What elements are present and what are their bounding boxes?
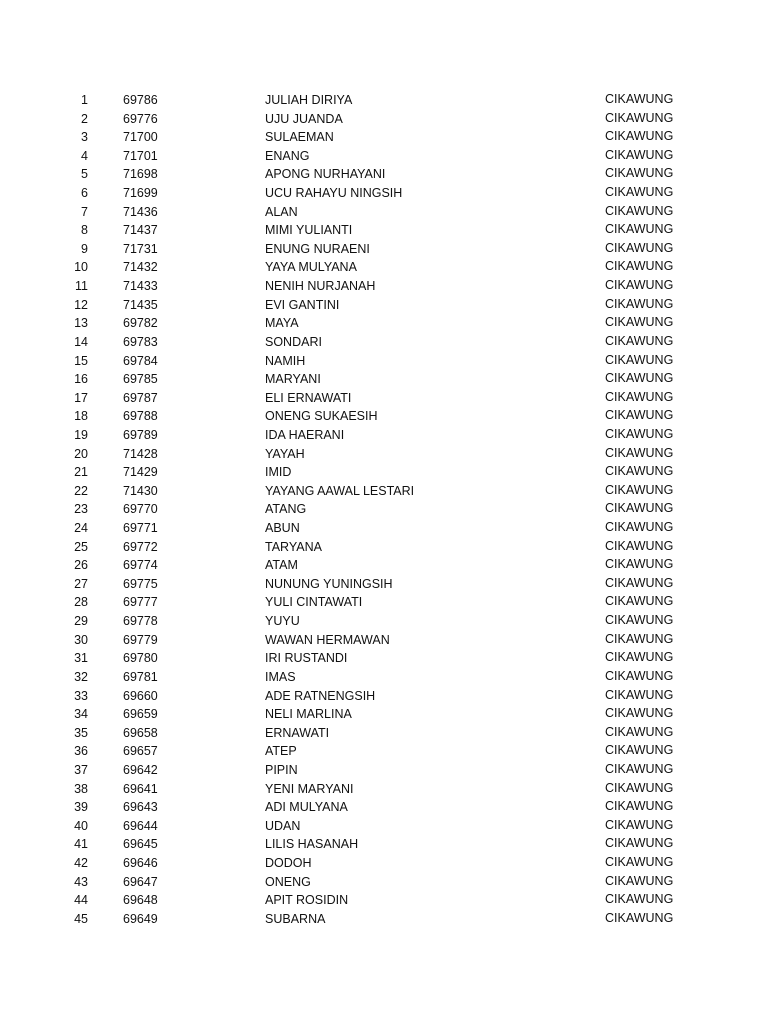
place-cell: CIKAWUNG — [605, 538, 674, 553]
row-number-cell: 19 — [74, 427, 88, 442]
table-row — [0, 556, 768, 575]
table-row — [0, 631, 768, 650]
table-row — [0, 314, 768, 333]
row-number-cell: 12 — [74, 297, 88, 312]
table-row — [0, 389, 768, 408]
id-cell: 69658 — [123, 725, 158, 740]
name-cell: MIMI YULIANTI — [265, 223, 353, 238]
name-cell: IRI RUSTANDI — [265, 651, 348, 666]
name-cell: JULIAH DIRIYA — [265, 93, 353, 107]
id-cell: 69780 — [123, 651, 158, 666]
id-cell: 69776 — [123, 111, 158, 126]
name-cell: YAYANG AAWAL LESTARI — [265, 483, 415, 498]
name-cell: ATAM — [265, 558, 298, 573]
table-row — [0, 445, 768, 464]
id-cell: 71436 — [123, 204, 158, 219]
place-cell: CIKAWUNG — [605, 668, 674, 683]
table-row — [0, 835, 768, 854]
id-cell: 71437 — [123, 223, 158, 238]
place-cell: CIKAWUNG — [605, 520, 674, 535]
place-cell: CIKAWUNG — [605, 92, 674, 106]
id-cell: 69647 — [123, 874, 158, 889]
place-cell: CIKAWUNG — [605, 240, 674, 255]
row-number-cell: 37 — [74, 762, 88, 777]
table-row — [0, 91, 768, 110]
table-row — [0, 891, 768, 910]
id-cell: 69783 — [123, 334, 158, 349]
row-number-cell: 8 — [81, 223, 88, 238]
name-cell: NUNUNG YUNINGSIH — [265, 576, 393, 591]
name-cell: UDAN — [265, 818, 301, 833]
name-cell: MARYANI — [265, 372, 321, 387]
id-cell: 69649 — [123, 911, 158, 926]
row-number-cell: 28 — [74, 595, 88, 610]
table-row — [0, 668, 768, 687]
row-number-cell: 1 — [81, 93, 88, 107]
table-row — [0, 426, 768, 445]
place-cell: CIKAWUNG — [605, 687, 674, 702]
place-cell: CIKAWUNG — [605, 352, 674, 367]
id-cell: 69777 — [123, 595, 158, 610]
row-number-cell: 22 — [74, 483, 88, 498]
row-number-cell: 20 — [74, 446, 88, 461]
name-cell: IDA HAERANI — [265, 427, 345, 442]
row-number-cell: 31 — [74, 651, 88, 666]
place-cell: CIKAWUNG — [605, 780, 674, 795]
name-cell: SULAEMAN — [265, 130, 334, 145]
id-cell: 69657 — [123, 744, 158, 759]
id-cell: 69771 — [123, 521, 158, 536]
row-number-cell: 38 — [74, 781, 88, 796]
name-cell: ONENG — [265, 874, 311, 889]
place-cell: CIKAWUNG — [605, 371, 674, 386]
name-cell: APONG NURHAYANI — [265, 167, 386, 182]
table-row — [0, 705, 768, 724]
name-cell: NAMIH — [265, 353, 306, 368]
row-number-cell: 35 — [74, 725, 88, 740]
table-row — [0, 854, 768, 873]
name-cell: YULI CINTAWATI — [265, 595, 363, 610]
place-cell: CIKAWUNG — [605, 129, 674, 144]
table-row — [0, 910, 768, 929]
name-cell: APIT ROSIDIN — [265, 893, 349, 908]
place-cell: CIKAWUNG — [605, 910, 674, 925]
place-cell: CIKAWUNG — [605, 222, 674, 237]
table-row — [0, 352, 768, 371]
row-number-cell: 7 — [81, 204, 88, 219]
place-cell: CIKAWUNG — [605, 147, 674, 162]
row-number-cell: 18 — [74, 409, 88, 424]
table-row — [0, 519, 768, 538]
name-cell: IMID — [265, 465, 292, 480]
id-cell: 69786 — [123, 93, 158, 107]
table-row — [0, 277, 768, 296]
table-row — [0, 649, 768, 668]
table-row — [0, 463, 768, 482]
name-cell: YUYU — [265, 614, 300, 629]
id-cell: 69775 — [123, 576, 158, 591]
row-number-cell: 21 — [74, 465, 88, 480]
table-row — [0, 240, 768, 259]
name-cell: ATANG — [265, 502, 307, 517]
row-number-cell: 36 — [74, 744, 88, 759]
table-row — [0, 482, 768, 501]
row-number-cell: 3 — [81, 130, 88, 145]
place-cell: CIKAWUNG — [605, 278, 674, 293]
place-cell: CIKAWUNG — [605, 166, 674, 181]
row-number-cell: 42 — [74, 855, 88, 870]
id-cell: 71731 — [123, 241, 158, 256]
place-cell: CIKAWUNG — [605, 482, 674, 497]
place-cell: CIKAWUNG — [605, 817, 674, 832]
place-cell: CIKAWUNG — [605, 724, 674, 739]
id-cell: 69641 — [123, 781, 158, 796]
id-cell: 69645 — [123, 837, 158, 852]
place-cell: CIKAWUNG — [605, 389, 674, 404]
table-row — [0, 165, 768, 184]
place-cell: CIKAWUNG — [605, 259, 674, 274]
id-cell: 71701 — [123, 148, 158, 163]
table-row — [0, 873, 768, 892]
row-number-cell: 5 — [81, 167, 88, 182]
table-row — [0, 333, 768, 352]
name-cell: UJU JUANDA — [265, 111, 343, 126]
id-cell: 69778 — [123, 614, 158, 629]
table-row — [0, 687, 768, 706]
name-cell: ALAN — [265, 204, 298, 219]
row-number-cell: 43 — [74, 874, 88, 889]
id-cell: 71428 — [123, 446, 158, 461]
place-cell: CIKAWUNG — [605, 575, 674, 590]
place-cell: CIKAWUNG — [605, 203, 674, 218]
name-cell: YENI MARYANI — [265, 781, 354, 796]
place-cell: CIKAWUNG — [605, 557, 674, 572]
data-table — [0, 91, 768, 928]
row-number-cell: 41 — [74, 837, 88, 852]
place-cell: CIKAWUNG — [605, 185, 674, 200]
row-number-cell: 34 — [74, 707, 88, 722]
id-cell: 71435 — [123, 297, 158, 312]
name-cell: ADI MULYANA — [265, 800, 348, 815]
name-cell: YAYA MULYANA — [265, 260, 357, 275]
id-cell: 69789 — [123, 427, 158, 442]
name-cell: DODOH — [265, 855, 312, 870]
place-cell: CIKAWUNG — [605, 854, 674, 869]
name-cell: YAYAH — [265, 446, 305, 461]
place-cell: CIKAWUNG — [605, 315, 674, 330]
row-number-cell: 16 — [74, 372, 88, 387]
id-cell: 69659 — [123, 707, 158, 722]
row-number-cell: 14 — [74, 334, 88, 349]
place-cell: CIKAWUNG — [605, 464, 674, 479]
name-cell: ADE RATNENGSIH — [265, 688, 376, 703]
id-cell: 69779 — [123, 632, 158, 647]
row-number-cell: 25 — [74, 539, 88, 554]
row-number-cell: 27 — [74, 576, 88, 591]
id-cell: 71700 — [123, 130, 158, 145]
row-number-cell: 32 — [74, 669, 88, 684]
name-cell: PIPIN — [265, 762, 298, 777]
id-cell: 69643 — [123, 800, 158, 815]
table-row — [0, 203, 768, 222]
row-number-cell: 6 — [81, 186, 88, 201]
table-row — [0, 147, 768, 166]
table-row — [0, 724, 768, 743]
id-cell: 69642 — [123, 762, 158, 777]
row-number-cell: 2 — [81, 111, 88, 126]
id-cell: 71433 — [123, 279, 158, 294]
id-cell: 69660 — [123, 688, 158, 703]
row-number-cell: 13 — [74, 316, 88, 331]
place-cell: CIKAWUNG — [605, 631, 674, 646]
row-number-cell: 26 — [74, 558, 88, 573]
id-cell: 69644 — [123, 818, 158, 833]
place-cell: CIKAWUNG — [605, 296, 674, 311]
place-cell: CIKAWUNG — [605, 594, 674, 609]
place-cell: CIKAWUNG — [605, 892, 674, 907]
row-number-cell: 17 — [74, 390, 88, 405]
row-number-cell: 30 — [74, 632, 88, 647]
row-number-cell: 24 — [74, 521, 88, 536]
row-number-cell: 33 — [74, 688, 88, 703]
place-cell: CIKAWUNG — [605, 873, 674, 888]
id-cell: 69781 — [123, 669, 158, 684]
name-cell: NENIH NURJANAH — [265, 279, 376, 294]
name-cell: WAWAN HERMAWAN — [265, 632, 390, 647]
table-row — [0, 370, 768, 389]
id-cell: 69788 — [123, 409, 158, 424]
place-cell: CIKAWUNG — [605, 445, 674, 460]
id-cell: 69770 — [123, 502, 158, 517]
row-number-cell: 10 — [74, 260, 88, 275]
id-cell: 71432 — [123, 260, 158, 275]
name-cell: ELI ERNAWATI — [265, 390, 352, 405]
id-cell: 69785 — [123, 372, 158, 387]
id-cell: 69784 — [123, 353, 158, 368]
name-cell: ERNAWATI — [265, 725, 330, 740]
name-cell: ENANG — [265, 148, 310, 163]
place-cell: CIKAWUNG — [605, 706, 674, 721]
place-cell: CIKAWUNG — [605, 426, 674, 441]
table-row — [0, 612, 768, 631]
table-row — [0, 798, 768, 817]
id-cell: 71429 — [123, 465, 158, 480]
name-cell: TARYANA — [265, 539, 322, 554]
table-row — [0, 110, 768, 129]
table-row — [0, 258, 768, 277]
name-cell: NELI MARLINA — [265, 707, 352, 722]
table-row — [0, 128, 768, 147]
id-cell: 69648 — [123, 893, 158, 908]
place-cell: CIKAWUNG — [605, 743, 674, 758]
table-row — [0, 221, 768, 240]
row-number-cell: 29 — [74, 614, 88, 629]
name-cell: ATEP — [265, 744, 297, 759]
table-row — [0, 575, 768, 594]
table-row — [0, 742, 768, 761]
name-cell: ONENG SUKAESIH — [265, 409, 378, 424]
table-row — [0, 500, 768, 519]
name-cell: ENUNG NURAENI — [265, 241, 370, 256]
id-cell: 69646 — [123, 855, 158, 870]
row-number-cell: 15 — [74, 353, 88, 368]
row-number-cell: 39 — [74, 800, 88, 815]
name-cell: SONDARI — [265, 334, 322, 349]
place-cell: CIKAWUNG — [605, 613, 674, 628]
id-cell: 69772 — [123, 539, 158, 554]
place-cell: CIKAWUNG — [605, 333, 674, 348]
row-number-cell: 11 — [75, 279, 88, 294]
place-cell: CIKAWUNG — [605, 761, 674, 776]
table-row — [0, 184, 768, 203]
id-cell: 71698 — [123, 167, 158, 182]
name-cell: LILIS HASANAH — [265, 837, 359, 852]
table-row — [0, 780, 768, 799]
table-row — [0, 296, 768, 315]
name-cell: SUBARNA — [265, 911, 326, 926]
name-cell: UCU RAHAYU NINGSIH — [265, 186, 403, 201]
row-number-cell: 23 — [74, 502, 88, 517]
table-row — [0, 538, 768, 557]
id-cell: 69787 — [123, 390, 158, 405]
row-number-cell: 40 — [74, 818, 88, 833]
row-number-cell: 4 — [81, 148, 88, 163]
name-cell: ABUN — [265, 521, 300, 536]
name-cell: MAYA — [265, 316, 299, 331]
id-cell: 71699 — [123, 186, 158, 201]
row-number-cell: 44 — [74, 893, 88, 908]
place-cell: CIKAWUNG — [605, 501, 674, 516]
table-row — [0, 817, 768, 836]
place-cell: CIKAWUNG — [605, 799, 674, 814]
table-row — [0, 761, 768, 780]
id-cell: 71430 — [123, 483, 158, 498]
row-number-cell: 9 — [81, 241, 88, 256]
id-cell: 69782 — [123, 316, 158, 331]
place-cell: CIKAWUNG — [605, 836, 674, 851]
table-row — [0, 407, 768, 426]
name-cell: IMAS — [265, 669, 296, 684]
table-row — [0, 593, 768, 612]
id-cell: 69774 — [123, 558, 158, 573]
place-cell: CIKAWUNG — [605, 650, 674, 665]
place-cell: CIKAWUNG — [605, 110, 674, 125]
name-cell: EVI GANTINI — [265, 297, 340, 312]
place-cell: CIKAWUNG — [605, 408, 674, 423]
row-number-cell: 45 — [74, 911, 88, 926]
